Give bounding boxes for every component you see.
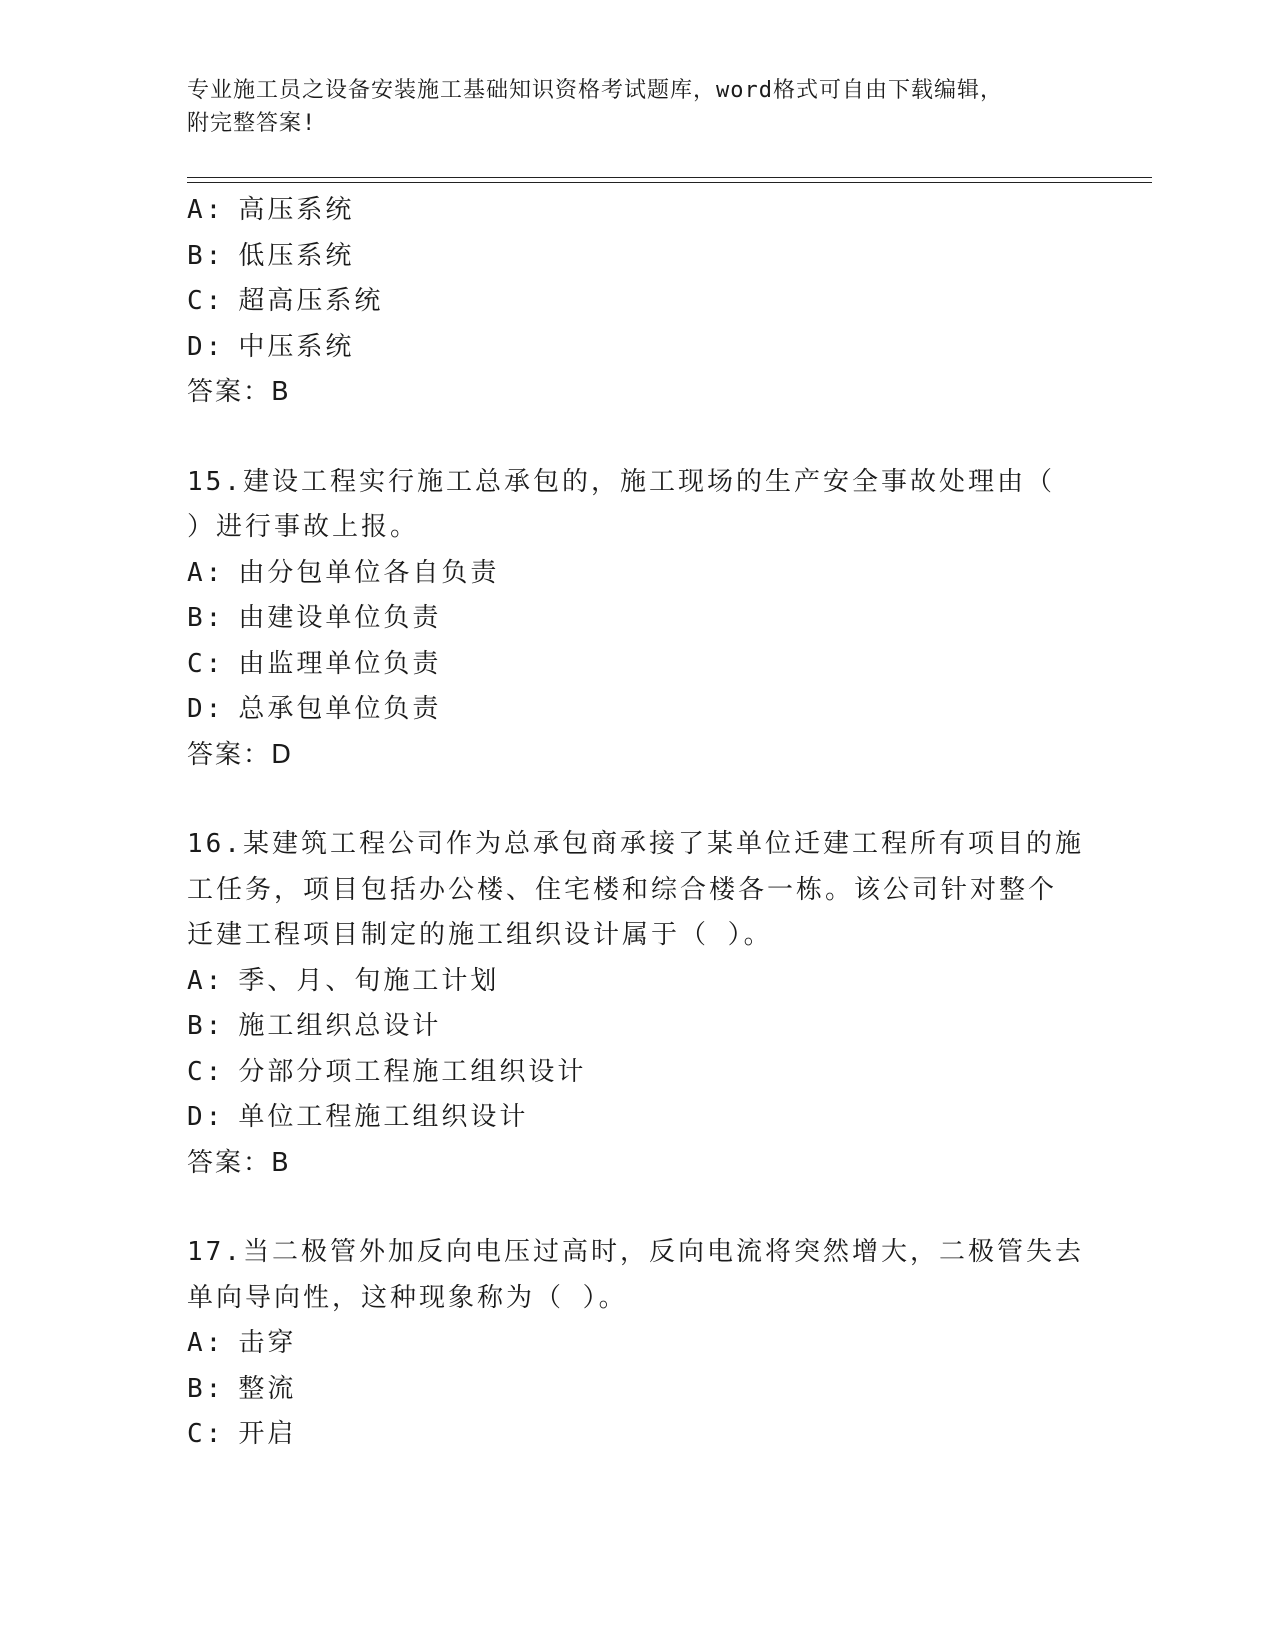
option-c: C: 开启 xyxy=(187,1419,297,1449)
option-d: D: 总承包单位负责 xyxy=(187,694,442,724)
header-line-2: 附完整答案! xyxy=(187,111,317,136)
question-block-15 xyxy=(187,460,1087,779)
question-text-line: 单向导向性，这种现象称为（ ）。 xyxy=(187,1282,628,1313)
document-header xyxy=(187,74,1067,140)
answer-line: 答案：B xyxy=(187,1147,291,1178)
option-c: C: 超高压系统 xyxy=(187,286,384,316)
option-d: D: 单位工程施工组织设计 xyxy=(187,1102,529,1132)
option-a: A: 高压系统 xyxy=(187,195,355,225)
question-block-14 xyxy=(187,188,1087,416)
header-divider-top xyxy=(187,177,1152,178)
block-spacer xyxy=(187,1186,1087,1230)
answer-line: 答案：B xyxy=(187,377,291,407)
answer-line: 答案：D xyxy=(187,739,294,770)
header-line-1: 专业施工员之设备安装施工基础知识资格考试题库，word格式可自由下载编辑， xyxy=(187,78,1003,103)
option-a: A: 由分包单位各自负责 xyxy=(187,557,500,588)
question-text-line: ）进行事故上报。 xyxy=(187,512,420,542)
block-spacer xyxy=(187,416,1087,460)
option-b: B: 整流 xyxy=(187,1373,297,1404)
option-c: C: 由监理单位负责 xyxy=(187,648,442,679)
question-text-line: 迁建工程项目制定的施工组织设计属于（ ）。 xyxy=(187,920,773,950)
question-block-16 xyxy=(187,822,1087,1186)
question-text-line: 工任务，项目包括办公楼、住宅楼和综合楼各一栋。该公司针对整个 xyxy=(187,874,1058,905)
header-divider-bottom xyxy=(187,182,1152,183)
question-list xyxy=(187,188,1087,1458)
question-text-line: 15.建设工程实行施工总承包的，施工现场的生产安全事故处理由（ xyxy=(187,466,1055,497)
question-block-17 xyxy=(187,1230,1087,1458)
option-b: B: 施工组织总设计 xyxy=(187,1011,442,1041)
option-d: D: 中压系统 xyxy=(187,331,355,362)
option-b: B: 由建设单位负责 xyxy=(187,603,442,633)
block-spacer xyxy=(187,778,1087,822)
question-text-line: 16.某建筑工程公司作为总承包商承接了某单位迁建工程所有项目的施 xyxy=(187,829,1084,859)
question-text-line: 17.当二极管外加反向电压过高时，反向电流将突然增大，二极管失去 xyxy=(187,1237,1084,1267)
option-a: A: 季、月、旬施工计划 xyxy=(187,965,500,996)
option-b: B: 低压系统 xyxy=(187,240,355,271)
option-a: A: 击穿 xyxy=(187,1328,297,1358)
option-c: C: 分部分项工程施工组织设计 xyxy=(187,1056,587,1087)
